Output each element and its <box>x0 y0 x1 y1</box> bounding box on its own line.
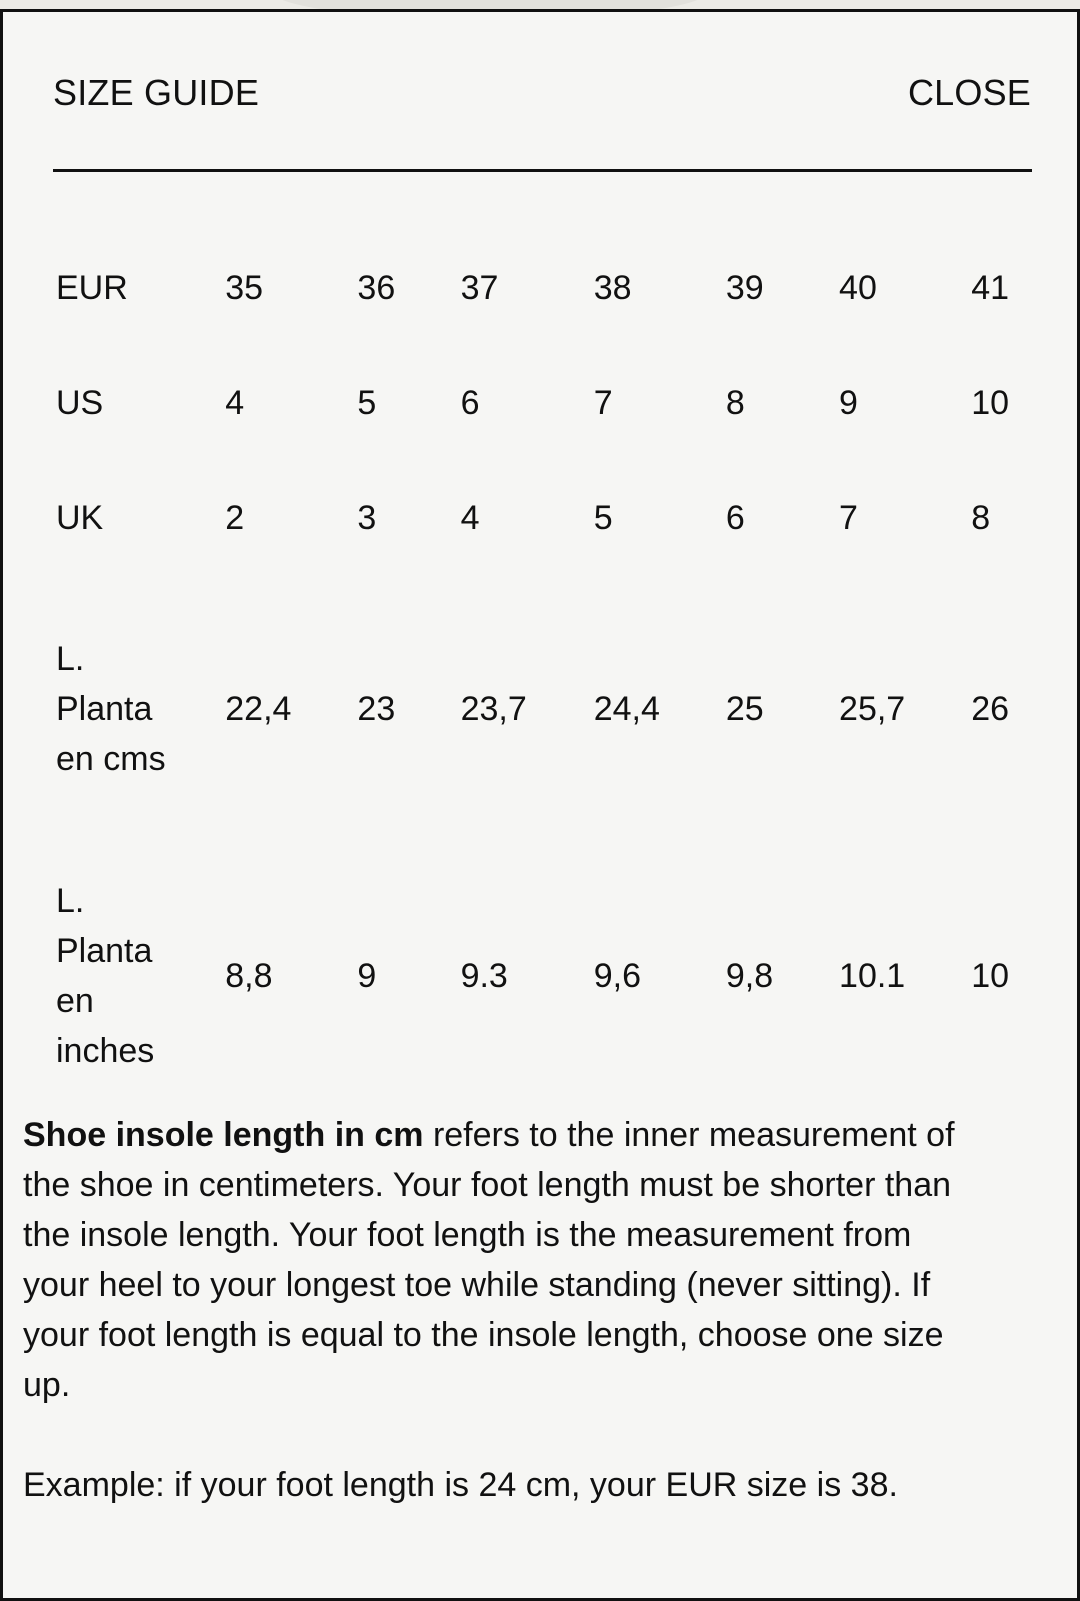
modal-title: SIZE GUIDE <box>53 72 260 113</box>
table-cell: 41 <box>971 268 1010 307</box>
table-cell: 8 <box>971 498 991 537</box>
modal-header <box>53 68 1031 118</box>
row-label: US <box>56 383 104 422</box>
insole-note <box>23 1110 978 1510</box>
table-row <box>53 345 1031 460</box>
row-label: UK <box>56 498 104 537</box>
table-cell: 36 <box>357 268 396 307</box>
table-cell: 9,6 <box>593 956 641 995</box>
table-cell: 22,4 <box>225 689 292 728</box>
table-cell: 8,8 <box>225 956 273 995</box>
table-cell: 23 <box>357 689 396 728</box>
table-cell: 4 <box>225 383 245 422</box>
size-example: Example: if your foot length is 24 cm, your EUR size is 38. <box>23 1466 898 1504</box>
table-cell: 9.3 <box>460 956 508 995</box>
table-row <box>53 842 1031 1109</box>
table-cell: 9,8 <box>725 956 774 995</box>
table-cell: 10 <box>971 383 1010 422</box>
table-cell: 5 <box>593 498 613 537</box>
table-cell: 6 <box>460 383 480 422</box>
table-cell: 6 <box>725 498 745 537</box>
table-cell: 9 <box>839 383 858 422</box>
table-cell: 9 <box>357 956 377 995</box>
table-cell: 25 <box>725 689 764 728</box>
table-cell: 37 <box>460 268 499 307</box>
table-row <box>53 460 1031 575</box>
size-guide-modal <box>0 9 1080 1601</box>
table-cell: 24,4 <box>593 689 660 728</box>
insole-note-body: refers to the inner measurement of the shoe in centimeters. Your foot length must be shorter than the insole length. Your foot length is the measurement from your heel to your longest toe while standing (never sitting). If your foot length is equal to the insole length, choose one size up. <box>23 1116 955 1404</box>
close-button[interactable]: CLOSE <box>907 72 1031 113</box>
table-cell: 8 <box>725 383 745 422</box>
table-cell: 10.1 <box>839 956 906 995</box>
header-divider <box>53 169 1032 172</box>
table-cell: 25,7 <box>839 689 906 728</box>
row-label: EUR <box>56 268 128 307</box>
insole-note-paragraph <box>23 1110 978 1410</box>
table-cell: 38 <box>593 268 632 307</box>
size-table-container <box>53 230 1031 1109</box>
table-cell: 23,7 <box>460 689 527 728</box>
table-cell: 40 <box>839 268 877 307</box>
table-row <box>53 230 1031 345</box>
size-table <box>53 230 1031 1109</box>
table-cell: 4 <box>460 498 480 537</box>
table-cell: 26 <box>971 689 1010 728</box>
table-cell: 35 <box>225 268 264 307</box>
table-cell: 5 <box>357 383 377 422</box>
insole-note-container <box>23 1110 1031 1530</box>
table-cell: 3 <box>357 498 377 537</box>
table-cell: 39 <box>725 268 764 307</box>
table-cell: 10 <box>971 956 1010 995</box>
table-row <box>53 575 1031 842</box>
row-label: L. Planta en cms <box>56 639 166 778</box>
row-label: L. Planta en inches <box>56 881 155 1070</box>
table-cell: 7 <box>839 498 858 537</box>
table-cell: 7 <box>593 383 613 422</box>
insole-note-bold: Shoe insole length in cm <box>23 1116 424 1154</box>
table-cell: 2 <box>225 498 245 537</box>
